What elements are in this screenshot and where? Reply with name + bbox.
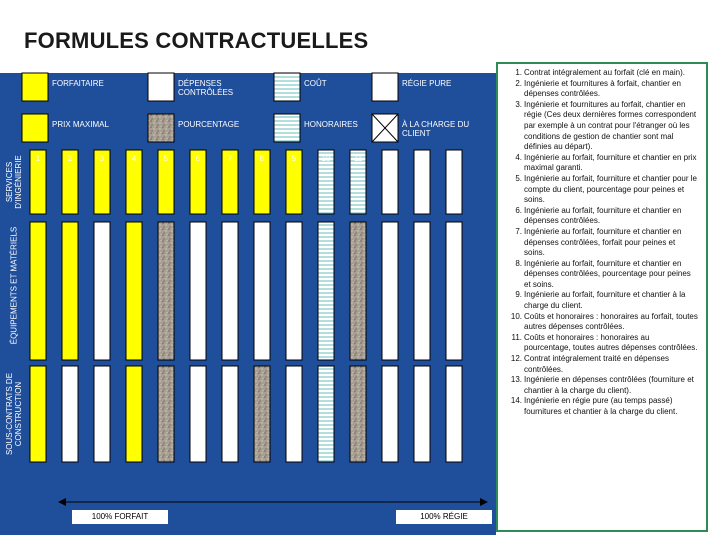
- legend-swatch-depenses: [148, 73, 174, 101]
- column-number-4: 4: [131, 154, 137, 163]
- cell-3-construction: [94, 366, 110, 462]
- column-number-1: 1: [35, 154, 41, 163]
- legend-swatch-pourcentage: [148, 114, 174, 142]
- slide-title: FORMULES CONTRACTUELLES: [24, 28, 369, 53]
- note-number: 5.: [515, 173, 522, 183]
- note-number: 11.: [511, 332, 522, 342]
- legend-label-regie: RÉGIE PURE: [402, 79, 452, 88]
- cell-9-construction: [286, 366, 302, 462]
- cell-1-construction: [30, 366, 46, 462]
- cell-7-equipment: [222, 222, 238, 360]
- column-number-2: 2: [67, 154, 73, 163]
- note-number: 2.: [515, 78, 522, 88]
- note-number: 10.: [510, 311, 522, 321]
- cell-14-equipment: [446, 222, 462, 360]
- legend-label-charge_client: À LA CHARGE DU CLIENT: [402, 120, 470, 138]
- note-item: [502, 375, 698, 396]
- note-text: Ingénierie au forfait, fourniture et chantier en dépenses contrôlées, pourcentage pour peines et soins.: [524, 258, 691, 289]
- note-text: Ingénierie au forfait, fourniture et chantier en dépenses contrôlées, forfait pour peines et soins.: [524, 226, 682, 258]
- column-number-9: 9: [291, 154, 297, 163]
- note-text: Ingénierie au forfait, fourniture et chantier en dépenses contrôlées.: [524, 205, 682, 226]
- legend-label-pourcentage: POURCENTAGE: [178, 120, 240, 129]
- cell-14-construction: [446, 366, 462, 462]
- note-item: [502, 79, 698, 100]
- note-item: [502, 396, 698, 417]
- note-text: Coûts et honoraires : honoraires au pourcentage, toutes autres dépenses contrôlées.: [524, 332, 698, 353]
- note-number: 4.: [515, 152, 522, 162]
- row-label-construction: SOUS-CONTRATS DE CONSTRUCTION: [5, 372, 23, 456]
- cell-2-equipment: [62, 222, 78, 360]
- note-number: 14.: [510, 396, 522, 406]
- note-text: Ingénierie au forfait, fourniture et chantier pour le compte du client, pourcentage pour peines et soins.: [524, 173, 697, 205]
- column-number-12: 12: [385, 154, 395, 163]
- legend-label-depenses: DÉPENSES CONTRÔLÉES: [178, 79, 234, 97]
- note-number: 12.: [510, 354, 522, 364]
- cell-2-construction: [62, 366, 78, 462]
- note-number: 6.: [515, 205, 522, 215]
- note-item: [502, 206, 698, 227]
- note-item: [502, 100, 698, 153]
- column-number-8: 8: [259, 154, 265, 163]
- note-item: [502, 153, 698, 174]
- credit-text: Crédit JL Barat: [600, 512, 660, 522]
- cell-7-construction: [222, 366, 238, 462]
- note-number: 7.: [515, 226, 522, 236]
- cell-8-construction: [254, 366, 270, 462]
- legend-swatch-cout: [274, 73, 300, 101]
- row-label-services: SERVICES D'INGÉNIERIE: [5, 155, 23, 209]
- cell-11-construction: [350, 366, 366, 462]
- legend-label-cout: COÛT: [304, 79, 327, 88]
- note-text: Ingénierie en régie pure (au temps passé) fournitures et chantier à la charge du client.: [524, 396, 678, 416]
- cell-5-construction: [158, 366, 174, 462]
- cell-9-equipment: [286, 222, 302, 360]
- note-text: Ingénierie au forfait, fourniture et chantier en prix maximal garanti.: [524, 152, 697, 173]
- note-text: Ingénierie en dépenses contrôlées (fourniture et chantier à la charge du client).: [524, 375, 694, 395]
- cell-11-equipment: [350, 222, 366, 360]
- cell-10-equipment: [318, 222, 334, 360]
- cell-12-equipment: [382, 222, 398, 360]
- note-text: Coûts et honoraires : honoraires au forfait, toutes autres dépenses contrôlées.: [524, 311, 698, 332]
- cell-8-equipment: [254, 222, 270, 360]
- cell-10-construction: [318, 366, 334, 462]
- note-text: Ingénierie et fournitures au forfait, chantier en régie (Ces deux dernières formes correspondent par exemple à un contrat pour l'étranger où les conditions de gestion de chantier sont mal définies au départ).: [524, 99, 697, 152]
- legend-label-honoraires: HONORAIRES: [304, 120, 358, 129]
- note-item: [502, 227, 698, 259]
- cell-5-equipment: [158, 222, 174, 360]
- legend-swatch-prix_maximal: [22, 114, 48, 142]
- cell-12-construction: [382, 366, 398, 462]
- note-number: 9.: [515, 290, 522, 300]
- contract-spectrum-arrow: [58, 498, 488, 506]
- row-label-equipment: ÉQUIPEMENTS ET MATÉRIELS: [9, 226, 19, 345]
- note-number: 1.: [515, 68, 522, 77]
- note-item: [502, 333, 698, 354]
- column-number-5: 5: [163, 154, 169, 163]
- label-full-regie: 100% RÉGIE: [396, 510, 492, 524]
- cell-13-equipment: [414, 222, 430, 360]
- note-item: [502, 312, 698, 333]
- note-text: Contrat intégralement au forfait (clé en main).: [524, 68, 685, 77]
- legend-label-prix_maximal: PRIX MAXIMAL: [52, 120, 109, 129]
- note-text: Contrat intégralement traité en dépenses contrôlées.: [524, 354, 669, 374]
- note-text: Ingénierie au forfait, fourniture et chantier à la charge du client.: [524, 290, 686, 311]
- cell-3-equipment: [94, 222, 110, 360]
- column-number-3: 3: [99, 154, 105, 163]
- cell-4-equipment: [126, 222, 142, 360]
- legend-swatch-forfaitaire: [22, 73, 48, 101]
- cell-1-equipment: [30, 222, 46, 360]
- legend-swatch-honoraires: [274, 114, 300, 142]
- note-item: [502, 174, 698, 206]
- column-number-7: 7: [227, 154, 233, 163]
- column-number-14: 14: [449, 154, 459, 163]
- cell-4-construction: [126, 366, 142, 462]
- note-item: [502, 259, 698, 291]
- cell-6-construction: [190, 366, 206, 462]
- note-item: [502, 290, 698, 311]
- column-number-11: 11: [353, 154, 363, 163]
- note-item: [502, 354, 698, 375]
- note-number: 8.: [515, 258, 522, 268]
- notes-panel: [496, 62, 708, 532]
- note-number: 3.: [515, 99, 522, 109]
- label-full-forfait: 100% FORFAIT: [72, 510, 168, 524]
- notes-list: [498, 64, 706, 418]
- cell-13-construction: [414, 366, 430, 462]
- note-item: [502, 68, 698, 79]
- column-number-13: 13: [417, 154, 427, 163]
- legend-label-forfaitaire: FORFAITAIRE: [52, 79, 104, 88]
- column-number-6: 6: [195, 154, 201, 163]
- column-number-10: 10: [321, 154, 331, 163]
- note-number: 13.: [510, 375, 522, 385]
- cell-6-equipment: [190, 222, 206, 360]
- note-text: Ingénierie et fournitures à forfait, chantier en dépenses contrôlées.: [524, 78, 681, 99]
